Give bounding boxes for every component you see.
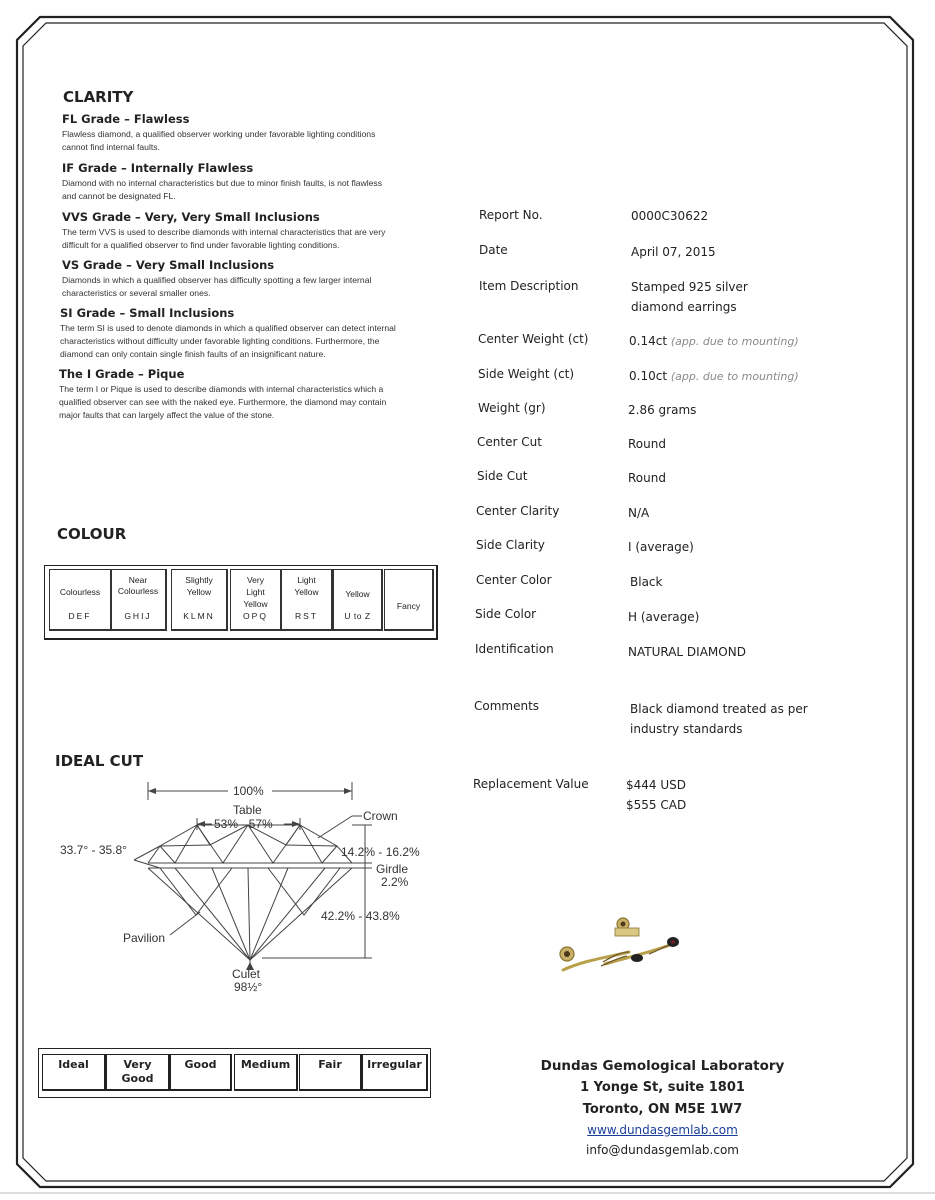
side-cut-label: Side Cut (477, 469, 528, 483)
colour-cell-grades: DEF (68, 611, 92, 621)
weight-label: Weight (gr) (478, 401, 546, 415)
colour-cell-label: Slightly (185, 575, 213, 585)
cut-grade-ideal (42, 1054, 106, 1091)
comments-line: industry standards (630, 722, 743, 736)
side-cut-value: Round (628, 471, 666, 485)
colour-cell-label: Light (246, 587, 265, 597)
report-no-value: 0000C30622 (631, 209, 709, 223)
colour-cell-grades: KLMN (183, 611, 215, 621)
grade-desc: diamond can only contain single finish faults of an insignificant nature. (60, 349, 326, 359)
cut-table-range: 53% - 57% (214, 817, 273, 831)
grade-desc: The term SI is used to denote diamonds in which a qualified observer can detect internal (60, 323, 396, 333)
grade-title: FL Grade – Flawless (62, 112, 190, 126)
cut-grade-label: Very (123, 1058, 152, 1071)
center-color-value: Black (630, 575, 663, 589)
lab-name: Dundas Gemological Laboratory (540, 1058, 785, 1074)
colour-cell-label: Light (297, 575, 316, 585)
colour-cell-label: Yellow (345, 589, 370, 599)
replacement-value-label: Replacement Value (473, 777, 589, 791)
colour-cell-label: Near (128, 575, 148, 585)
colour-cell-label: Yellow (243, 599, 268, 609)
cut-grade-label: Good (121, 1072, 154, 1085)
side-weight-value: 0.10ct (629, 369, 668, 383)
center-cut-label: Center Cut (477, 435, 542, 449)
colour-cell-label: Colourless (59, 587, 101, 597)
comments-label: Comments (474, 699, 540, 713)
replacement-cad: $555 CAD (626, 798, 687, 812)
date-label: Date (479, 243, 508, 257)
colour-cell-label: Yellow (186, 587, 212, 597)
cut-girdle-label: Girdle (376, 862, 409, 876)
date-value: April 07, 2015 (631, 245, 716, 259)
lab-address-line2: Toronto, ON M5E 1W7 (582, 1102, 743, 1117)
cut-grade-label: Good (184, 1058, 217, 1071)
cut-grade-good (170, 1054, 232, 1091)
cut-grade-label: Fair (318, 1058, 342, 1071)
colour-cell-grades: RST (295, 611, 318, 621)
grade-desc: Flawless diamond, a qualified observer working under favorable lighting conditions (62, 129, 376, 139)
replacement-usd: $444 USD (626, 778, 686, 792)
colour-heading: COLOUR (57, 525, 127, 543)
cut-grade-very-good (106, 1054, 170, 1091)
item-description-value (631, 277, 748, 317)
grade-title: VVS Grade – Very, Very Small Inclusions (62, 210, 320, 224)
side-color-label: Side Color (475, 607, 537, 621)
cut-width-label: 100% (233, 784, 264, 798)
cut-grade-fair (299, 1054, 362, 1091)
center-weight-label: Center Weight (ct) (478, 332, 589, 346)
ideal-cut-heading: IDEAL CUT (55, 752, 144, 770)
center-weight-note: (app. due to mounting) (670, 335, 799, 348)
replacement-value (626, 775, 686, 815)
grade-title: IF Grade – Internally Flawless (62, 161, 254, 175)
grade-desc: qualified observer can see with the naked eye. Furthermore, the diamond may contain (59, 397, 387, 407)
grade-desc: difficult for a qualified observer to find under favorable lighting conditions. (62, 240, 340, 250)
identification-label: Identification (475, 642, 554, 656)
cut-grade-label: Medium (240, 1058, 291, 1071)
item-description-line: Stamped 925 silver (631, 280, 748, 294)
center-clarity-label: Center Clarity (476, 504, 560, 518)
side-weight-note: (app. due to mounting) (670, 370, 799, 383)
center-cut-value: Round (628, 437, 666, 451)
grade-desc: characteristics without difficulty under favorable lighting conditions. Furthermore, the (60, 336, 380, 346)
grade-desc: The term I or Pique is used to describe diamonds with internal characteristics which a (59, 384, 384, 394)
weight-value: 2.86 grams (628, 403, 697, 417)
colour-cell-grades: GHIJ (124, 611, 152, 621)
grade-desc: The term VVS is used to describe diamonds with internal characteristics that are very (62, 227, 386, 237)
lab-website-link[interactable]: www.dundasgemlab.com (587, 1123, 738, 1137)
cut-pavilion-label: Pavilion (123, 931, 166, 945)
colour-cell-grades: U to Z (344, 611, 371, 621)
comments-line: Black diamond treated as per (630, 702, 808, 716)
side-clarity-label: Side Clarity (476, 538, 545, 552)
grade-desc: Diamond with no internal characteristics but due to minor finish faults, is not flawless (62, 178, 383, 188)
lab-address-line1: 1 Yonge St, suite 1801 (580, 1080, 745, 1095)
lab-email: info@dundasgemlab.com (586, 1143, 739, 1157)
center-clarity-value: N/A (628, 506, 650, 520)
cut-grade-label: Ideal (58, 1058, 89, 1071)
center-color-label: Center Color (476, 573, 552, 587)
cut-grade-label: Irregular (367, 1058, 422, 1071)
grade-desc: Diamonds in which a qualified observer has difficulty spotting a few larger internal (62, 275, 372, 285)
grade-title: SI Grade – Small Inclusions (60, 306, 235, 320)
cut-crown-height: 14.2% - 16.2% (341, 845, 420, 859)
side-color-value: H (average) (628, 610, 700, 624)
comments-value (630, 699, 808, 739)
cut-crown-angle: 33.7° - 35.8° (60, 843, 127, 857)
side-clarity-value: I (average) (628, 540, 694, 554)
grade-title: VS Grade – Very Small Inclusions (62, 258, 275, 272)
cut-grade-scale (38, 1048, 431, 1098)
cut-crown-label: Crown (363, 809, 398, 823)
cut-culet-value: 98½° (234, 980, 263, 994)
colour-cell-label: Yellow (294, 587, 319, 597)
colour-cell-label: Colourless (117, 586, 159, 596)
colour-cell-label: Fancy (396, 601, 421, 611)
center-weight-value: 0.14ct (629, 334, 668, 348)
side-weight-row (629, 366, 799, 387)
cut-grade-irregular (362, 1054, 428, 1091)
grade-desc: characteristics or several smaller ones. (62, 288, 211, 298)
item-description-label: Item Description (479, 279, 579, 293)
cut-table-label: Table (233, 803, 262, 817)
grade-desc: and cannot be designated FL. (62, 191, 176, 201)
cut-pavilion-depth: 42.2% - 43.8% (321, 909, 400, 923)
center-weight-row (629, 331, 799, 352)
identification-value: NATURAL DIAMOND (628, 645, 746, 659)
earrings-photo (545, 912, 715, 984)
item-description-line: diamond earrings (631, 300, 737, 314)
grade-desc: cannot find internal faults. (62, 142, 160, 152)
cut-culet-label: Culet (232, 967, 261, 981)
grade-desc: major faults that can largely affect the value of the stone. (59, 410, 275, 420)
colour-cell-label: Very (246, 575, 264, 585)
grade-title: The I Grade – Pique (59, 367, 185, 381)
side-weight-label: Side Weight (ct) (478, 367, 575, 381)
cut-girdle-value: 2.2% (381, 875, 409, 889)
colour-cell-grades: OPQ (243, 611, 268, 621)
cut-grade-medium (234, 1054, 298, 1091)
report-no-label: Report No. (479, 208, 543, 222)
clarity-heading: CLARITY (63, 88, 134, 106)
